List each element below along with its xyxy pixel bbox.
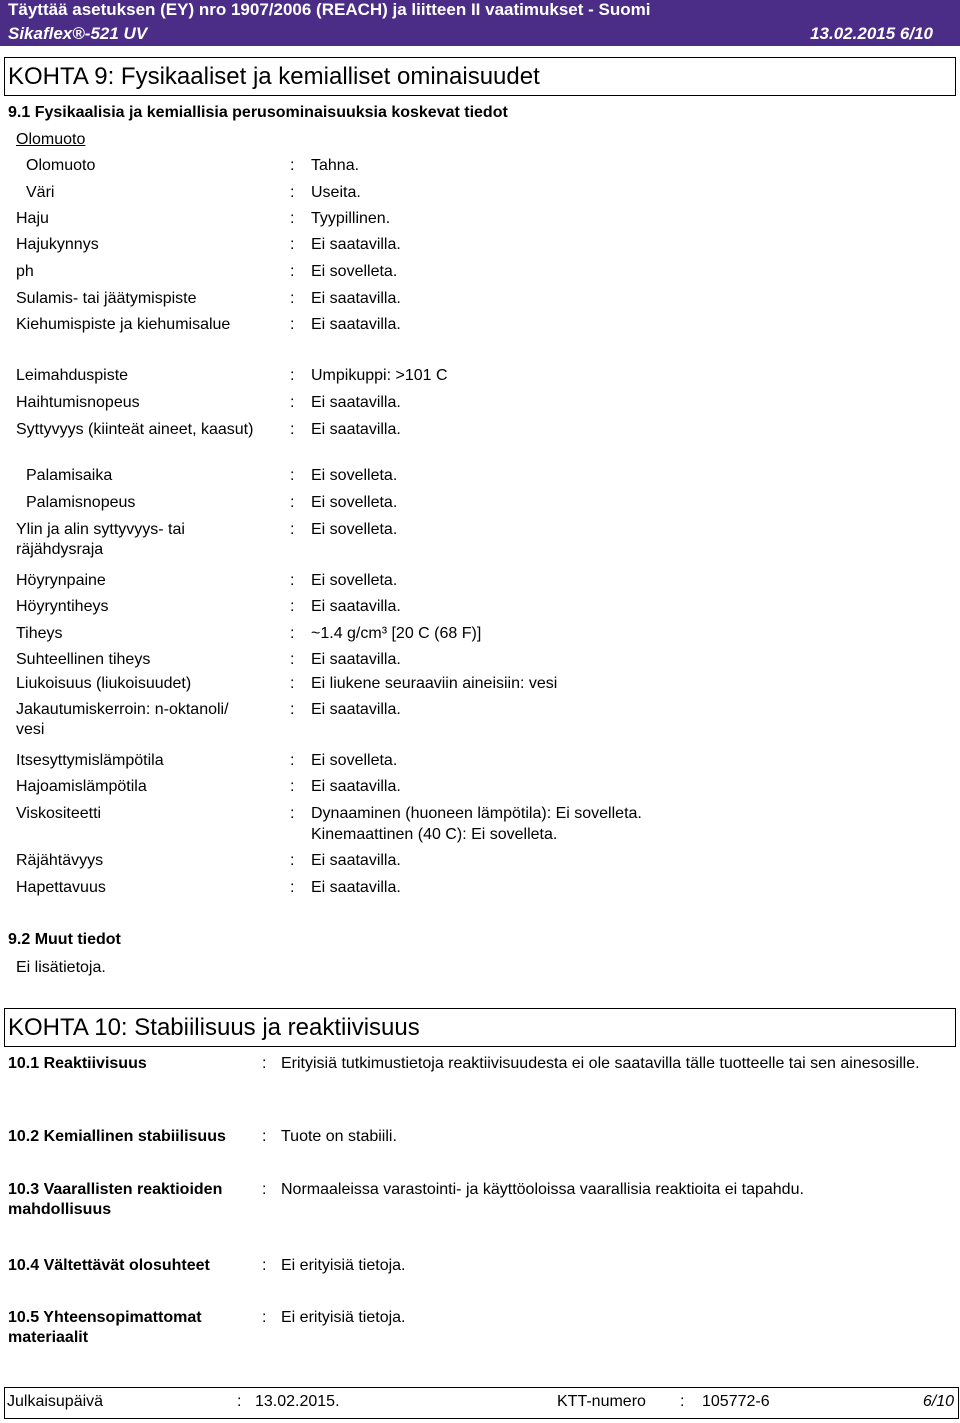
property-value: Ei saatavilla. [311,778,401,795]
separator-colon: : [290,879,295,896]
chemical-stability-value: Tuote on stabiili. [281,1128,397,1145]
property-value: Ei saatavilla. [311,598,401,615]
publication-date-value: 13.02.2015. [255,1393,340,1410]
property-label: Räjähtävyys [16,852,104,869]
property-value: Ei sovelleta. [311,263,398,280]
property-label: Väri [26,184,55,201]
incompatible-materials-value: Ei erityisiä tietoja. [281,1309,406,1326]
ktt-number-label: KTT-numero [557,1393,646,1410]
separator-colon: : [680,1393,685,1410]
subsection-9-1-heading: 9.1 Fysikaalisia ja kemiallisia perusominaisuuksia koskevat tiedot [8,104,508,121]
separator-colon: : [290,467,295,484]
separator-colon: : [290,367,295,384]
property-label: Ylin ja alin syttyvyys- tai räjähdysraja [16,521,185,558]
property-value: Ei saatavilla. [311,421,401,438]
property-label: Kiehumispiste ja kiehumisalue [16,316,231,333]
separator-colon: : [290,572,295,589]
property-label: Viskositeetti [16,805,102,822]
separator-colon: : [262,1181,267,1198]
separator-colon: : [290,651,295,668]
hazardous-reactions-value: Normaaleissa varastointi- ja käyttöoloissa vaarallisia reaktioita ei tapahdu. [281,1181,804,1198]
separator-colon: : [262,1055,267,1072]
separator-colon: : [290,805,295,822]
property-value: Ei saatavilla. [311,290,401,307]
property-value: Ei saatavilla. [311,701,401,718]
regulation-title: Täyttää asetuksen (EY) nro 1907/2006 (REACH) ja liitteen II vaatimukset - Suomi [8,0,651,19]
separator-colon: : [290,494,295,511]
property-label: Leimahduspiste [16,367,129,384]
section-9-heading: KOHTA 9: Fysikaaliset ja kemialliset ominaisuudet [8,63,540,90]
property-value: Ei saatavilla. [311,236,401,253]
property-value: Tahna. [311,157,360,174]
separator-colon: : [290,675,295,692]
conditions-to-avoid-label: 10.4 Vältettävät olosuhteet [8,1257,210,1274]
separator-colon: : [290,598,295,615]
section-9-heading-box [4,57,956,96]
property-value: Dynaaminen (huoneen lämpötila): Ei sovelleta. [311,805,642,822]
property-value: Ei sovelleta. [311,752,398,769]
property-value: Ei saatavilla. [311,316,401,333]
document-header [0,0,960,46]
separator-colon: : [290,290,295,307]
separator-colon: : [290,752,295,769]
separator-colon: : [290,625,295,642]
property-label: Sulamis- tai jäätymispiste [16,290,197,307]
property-value: Ei sovelleta. [311,494,398,511]
property-label: Höyrynpaine [16,572,106,589]
subsection-9-2-heading: 9.2 Muut tiedot [8,931,121,948]
group-olomuoto-heading: Olomuoto [16,131,86,148]
separator-colon: : [290,316,295,333]
conditions-to-avoid-value: Ei erityisiä tietoja. [281,1257,406,1274]
property-value: Tyypillinen. [311,210,391,227]
hazardous-reactions-label: 10.3 Vaarallisten reaktioiden mahdollisuus [8,1181,223,1218]
separator-colon: : [290,701,295,718]
product-name: Sikaflex®-521 UV [8,24,148,43]
separator-colon: : [262,1309,267,1326]
property-value: Ei sovelleta. [311,521,398,538]
separator-colon: : [290,521,295,538]
property-value: Useita. [311,184,361,201]
reactivity-label: 10.1 Reaktiivisuus [8,1055,147,1072]
publication-date-label: Julkaisupäivä [7,1393,104,1410]
section-10-heading-box [4,1008,956,1047]
section-10-heading: KOHTA 10: Stabiilisuus ja reaktiivisuus [8,1014,420,1041]
property-label: Palamisaika [26,467,113,484]
property-value: Ei liukene seuraaviin aineisiin: vesi [311,675,558,692]
header-date-page: 13.02.2015 6/10 [810,24,933,43]
property-label: Syttyvyys (kiinteät aineet, kaasut) [16,421,254,438]
property-label: Palamisnopeus [26,494,136,511]
property-label: Itsesyttymislämpötila [16,752,164,769]
chemical-stability-label: 10.2 Kemiallinen stabiilisuus [8,1128,226,1145]
separator-colon: : [290,421,295,438]
separator-colon: : [290,210,295,227]
property-label: Haihtumisnopeus [16,394,140,411]
property-label: Tiheys [16,625,63,642]
reactivity-value: Erityisiä tutkimustietoja reaktiivisuudesta ei ole saatavilla tälle tuotteelle tai sen ainesosille. [281,1055,920,1072]
separator-colon: : [290,778,295,795]
property-value: Ei sovelleta. [311,467,398,484]
property-label: Haju [16,210,49,227]
property-value: Ei saatavilla. [311,651,401,668]
separator-colon: : [290,236,295,253]
property-label: ph [16,263,34,280]
property-value: Ei sovelleta. [311,572,398,589]
separator-colon: : [290,394,295,411]
property-label: Höyryntiheys [16,598,109,615]
separator-colon: : [290,263,295,280]
property-label: Liukoisuus (liukoisuudet) [16,675,192,692]
separator-colon: : [262,1128,267,1145]
subsection-9-2-text: Ei lisätietoja. [16,959,106,976]
separator-colon: : [290,157,295,174]
property-value: Ei saatavilla. [311,394,401,411]
footer-page-number: 6/10 [922,1393,954,1410]
property-value: Umpikuppi: >101 C [311,367,448,384]
incompatible-materials-label: 10.5 Yhteensopimattomat materiaalit [8,1309,202,1346]
separator-colon: : [262,1257,267,1274]
separator-colon: : [237,1393,242,1410]
property-label: Jakautumiskerroin: n-oktanoli/ vesi [16,701,229,738]
ktt-number-value: 105772-6 [702,1393,770,1410]
separator-colon: : [290,852,295,869]
property-value: ~1.4 g/cm³ [20 C (68 F)] [311,625,482,642]
property-label: Hajoamislämpötila [16,778,147,795]
property-value-second-line: Kinemaattinen (40 C): Ei sovelleta. [311,826,558,843]
separator-colon: : [290,184,295,201]
property-label: Hajukynnys [16,236,99,253]
document-footer [4,1387,959,1419]
property-label: Olomuoto [26,157,96,174]
property-value: Ei saatavilla. [311,879,401,896]
property-label: Hapettavuus [16,879,106,896]
property-value: Ei saatavilla. [311,852,401,869]
property-label: Suhteellinen tiheys [16,651,151,668]
